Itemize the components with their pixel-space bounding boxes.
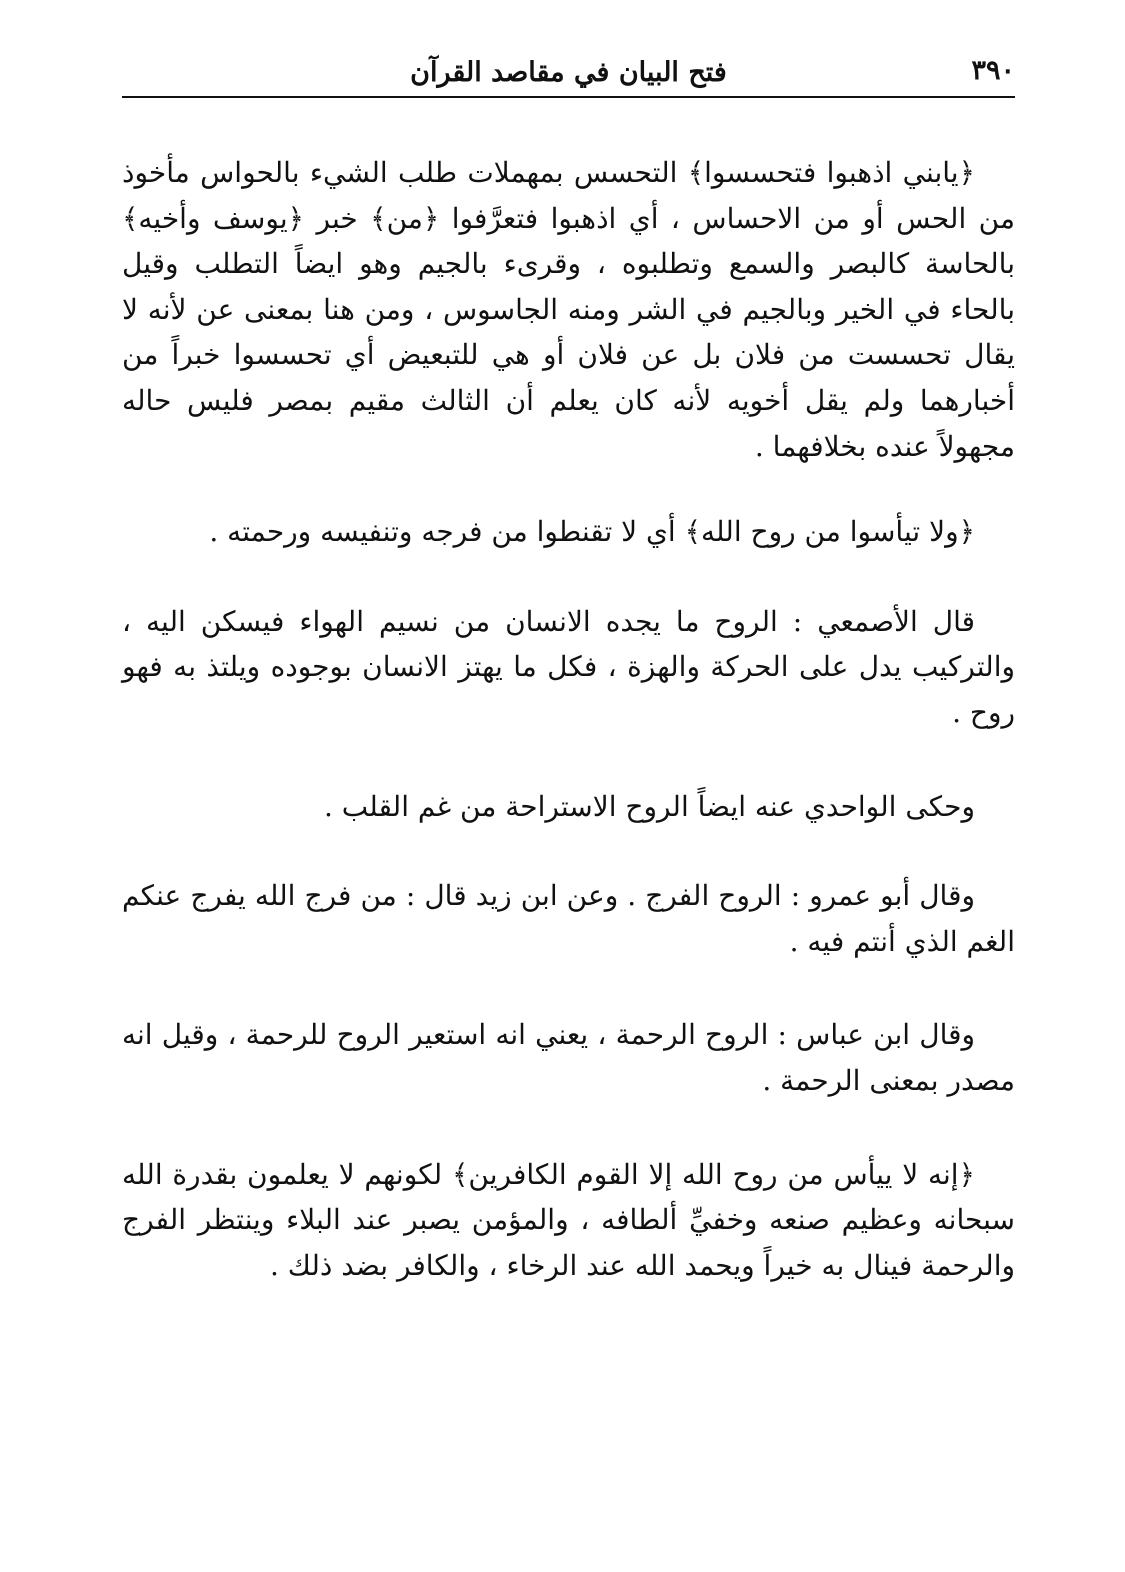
body-text (122, 150, 1015, 1288)
paragraph-abu-amr: وقال أبو عمرو : الروح الفرج . وعن ابن زيد قال : من فرج الله يفرج عنكم الغم الذي أنتم فيه . (122, 879, 1015, 958)
paragraph-la-tayasu: ﴿ولا تيأسوا من روح الله﴾ أي لا تقنطوا من فرجه وتنفيسه ورحمته . (209, 515, 975, 549)
page-header (122, 52, 1015, 98)
paragraph-ibn-abbas: وقال ابن عباس : الروح الرحمة ، يعني انه استعير الروح للرحمة ، وقيل انه مصدر بمعنى الرحمة . (122, 1018, 1015, 1097)
book-page (122, 52, 1015, 1532)
page-number: ٣٩٠ (971, 55, 1015, 86)
paragraph-innahu-la-yayasu: ﴿إنه لا ييأس من روح الله إلا القوم الكافرين﴾ لكونهم لا يعلمون بقدرة الله سبحانه وعظيم صنعه وخفيِّ ألطافه ، والمؤمن يصبر عند البلاء وينتظر الفرج والرحمة فينال به خيراً ويحمد الله عند الرخاء ، والكافر بضد ذلك . (122, 1157, 1015, 1282)
paragraph-tahassus: ﴿يابني اذهبوا فتحسسوا﴾ التحسس بمهملات طلب الشيء بالحواس مأخوذ من الحس أو من الاحساس ، أي اذهبوا فتعرَّفوا ﴿من﴾ خبر ﴿يوسف وأخيه﴾ بالحاسة كالبصر والسمع وتطلبوه ، وقرىء بالجيم وهو ايضاً التطلب وقيل بالحاء في الخير وبالجيم في الشر ومنه الجاسوس ، ومن هنا بمعنى عن لأنه لا يقال تحسست من فلان بل عن فلان أو هي للتبعيض أي تحسسوا خبراً من أخبارهما ولم يقل أخويه لأنه كان يعلم أن الثالث مقيم بمصر فليس حاله مجهولاً عنده بخلافهما . (122, 156, 1015, 463)
running-title: فتح البيان في مقاصد القرآن (410, 57, 727, 88)
paragraph-wahidi: وحكى الواحدي عنه ايضاً الروح الاستراحة من غم القلب . (323, 789, 975, 823)
paragraph-asmai: قال الأصمعي : الروح ما يجده الانسان من نسيم الهواء فيسكن اليه ، والتركيب يدل على الحركة والهزة ، فكل ما يهتز الانسان بوجوده ويلتذ به فهو روح . (122, 604, 1015, 729)
